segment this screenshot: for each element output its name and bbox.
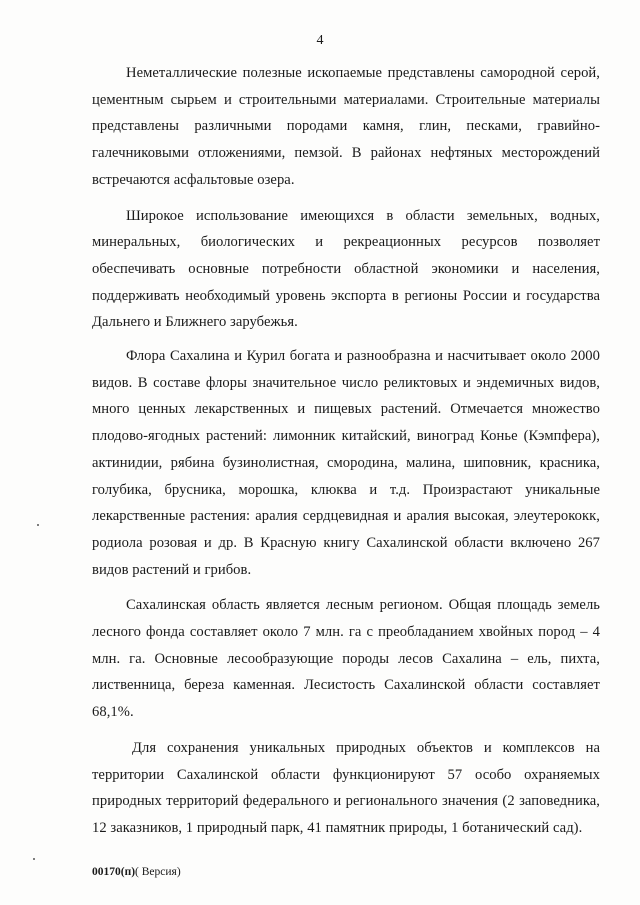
paragraph-nonmetallic-minerals: Неметаллические полезные ископаемые представлены самородной серой, цементным сырьем и строительными материалами. Строительные материалы представлены различными породами камня, глин, песками, гравийно-галечниковыми отложениями, пемзой. В районах нефтяных месторождений встречаются асфальтовые озера.	[92, 65, 600, 188]
page-number: 4	[316, 33, 324, 48]
scan-speck	[33, 858, 35, 860]
footer-version-code	[92, 866, 181, 878]
footer-code: 00170(п)	[92, 866, 136, 878]
paragraph-resource-use: Широкое использование имеющихся в области земельных, водных, минеральных, биологических и рекреационных ресурсов позволяет обеспечивать основные потребности областной экономики и населения, поддерживать необходимый уровень экспорта в регионы России и государства Дальнего и Ближнего зарубежья.	[92, 207, 600, 331]
paragraph-protected-areas: Для сохранения уникальных природных объектов и комплексов на территории Сахалинской области функционируют 57 особо охраняемых природных территорий федерального и регионального значения (2 заповедника, 12 заказников, 1 природный парк, 41 памятник природы, 1 ботанический сад).	[92, 739, 600, 836]
paragraph-flora: Флора Сахалина и Курил богата и разнообразна и насчитывает около 2000 видов. В составе флоры значительное число реликтовых и эндемичных видов, много ценных лекарственных и пищевых растений. Отмечается множество плодово-ягодных растений: лимонник китайский, виноград Конье (Кэмпфера), актинидии, рябина бузинолистная, смородина, малина, шиповник, красника, голубика, брусника, морошка, клюква и т.д. Произрастают уникальные лекарственные растения: аралия сердцевидная и аралия высокая, элеутерококк, родиола розовая и др. В Красную книгу Сахалинской области включено 267 видов растений и грибов.	[92, 348, 600, 578]
document-body	[92, 60, 600, 842]
scan-speck	[37, 524, 39, 526]
footer-version-label: ( Версия)	[135, 866, 181, 878]
paragraph-forest: Сахалинская область является лесным регионом. Общая площадь земель лесного фонда составляет около 7 млн. га с преобладанием хвойных пород – 4 млн. га. Основные лесообразующие породы лесов Сахалина – ель, пихта, лиственница, береза каменная. Лесистость Сахалинской области составляет 68,1%.	[92, 597, 600, 721]
